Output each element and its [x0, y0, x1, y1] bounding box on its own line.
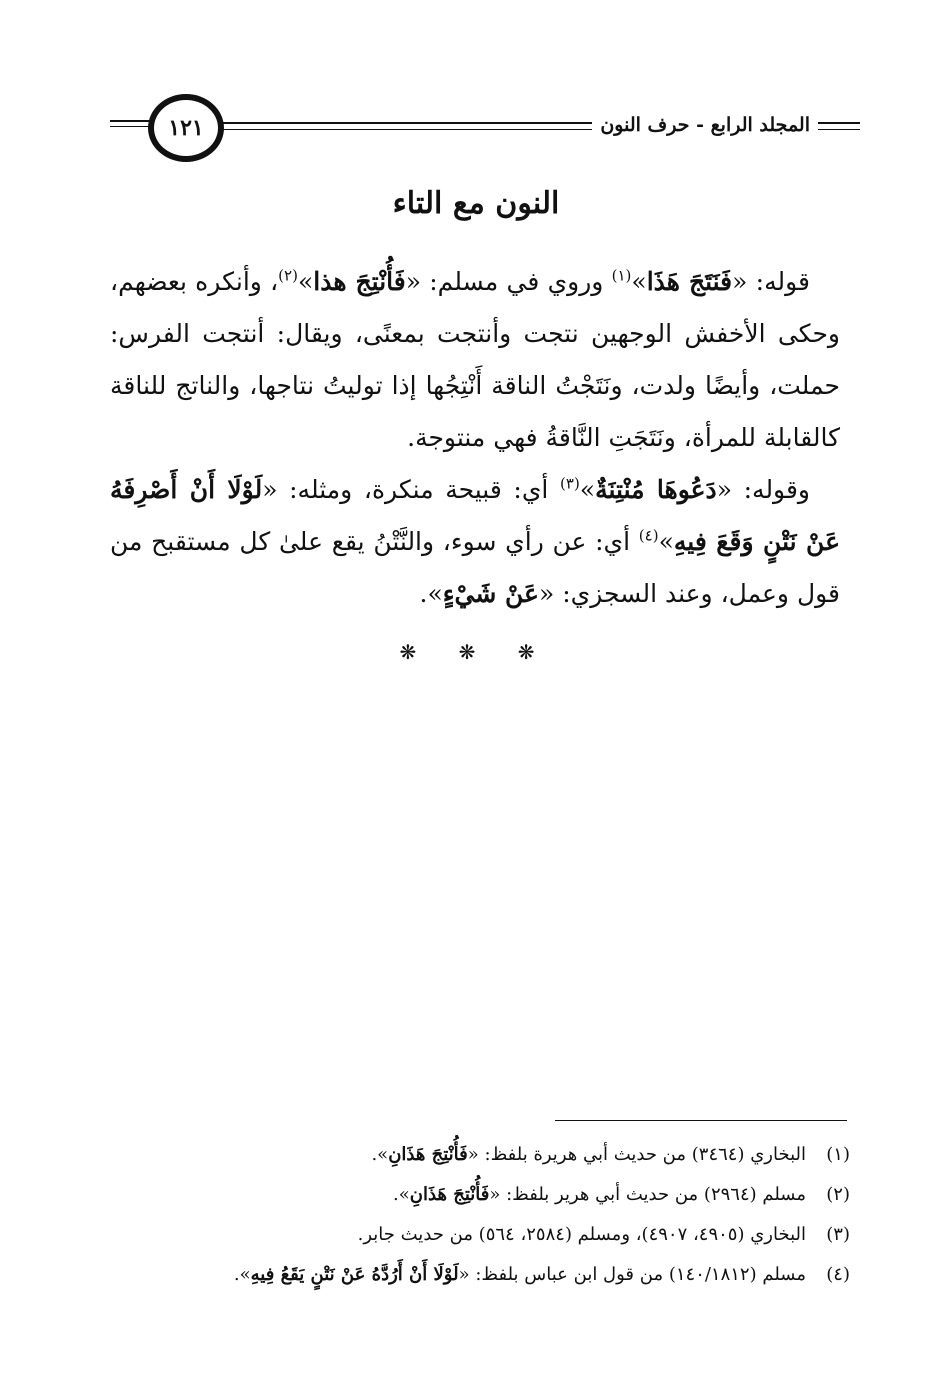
footnote-number: (٢) [826, 1184, 850, 1205]
text-run: أي: عن رأي سوء، والنَّتْنُ يقع علىٰ كل مستقبح من قول وعمل، وعند السجزي: « [110, 527, 840, 608]
footnote-ref: (٣) [560, 474, 580, 493]
section-separator-stars: ❋ ❋ ❋ [399, 640, 553, 664]
text-run: » [658, 527, 674, 556]
footnote-4 [110, 1255, 850, 1295]
footnote-end: ». [233, 1264, 251, 1285]
text-run: ». [419, 579, 443, 608]
footnote-number: (١) [826, 1144, 850, 1165]
footnote-divider [555, 1120, 847, 1121]
footnote-quote: لَوْلَا أَنْ أَرُدَّهُ عَنْ نَتْنٍ يَقَعُ فِيهِ [250, 1264, 459, 1285]
footnotes [110, 1135, 850, 1295]
footnote-text: البخاري (٣٤٦٤) من حديث أبي هريرة بلفظ: « [467, 1144, 806, 1165]
quote-text: فَنَتَجَ هَذَا [646, 267, 733, 296]
quote-text: لَوْلَا أَنْ أَصْرِفَهُ عَنْ نَتْنٍ وَقَعَ فِيهِ [110, 475, 840, 556]
footnote-end: ». [371, 1144, 389, 1165]
footnote-text: مسلم (١٤٠/١٨١٢) من قول ابن عباس بلفظ: « [458, 1264, 806, 1285]
running-title: المجلد الرابع - حرف النون [592, 114, 818, 136]
footnote-1 [110, 1135, 850, 1175]
text-run: ، وأنكره بعضهم، وحكى الأخفش الوجهين نتجت وأنتجت بمعنًى، ويقال: أنتجت الفرس: حملت، وأيضًا ولدت، ونَتَجْتُ الناقة أَنْتِجُها إذا توليتُ نتاجها، والناتج للناقة كالقابلة للمرأة، ونَتَجَتِ النَّاقةُ فهي منتوجة. [110, 267, 840, 452]
footnote-text: مسلم (٢٩٦٤) من حديث أبي هرير بلفظ: « [489, 1184, 806, 1205]
text-run: » [297, 267, 314, 296]
footnote-number: (٣) [826, 1224, 850, 1245]
footnote-end: ». [393, 1184, 410, 1205]
quote-text: عَنْ شَيْءٍ [442, 579, 539, 608]
paragraph-2 [110, 464, 840, 620]
footnote-ref: (١) [611, 266, 632, 285]
text-run: » [579, 475, 596, 504]
footnote-quote: فَأُنْتِجَ هَذَانِ [388, 1144, 468, 1165]
header-rule-left [110, 120, 152, 122]
header-rule-left-thin [110, 126, 152, 127]
text-run: وروي في مسلم: « [405, 267, 612, 296]
page-number: ١٢١ [168, 115, 204, 141]
footnote-text: البخاري (٤٩٠٥، ٤٩٠٧)، ومسلم (٢٥٨٤، ٥٦٤) من حديث جابر. [357, 1224, 806, 1245]
page-header [110, 92, 860, 172]
footnote-number: (٤) [826, 1264, 850, 1285]
page-number-circle [148, 94, 224, 162]
text-run: وقوله: « [716, 475, 811, 504]
paragraph-1 [110, 256, 840, 464]
text-run: قوله: « [732, 267, 810, 296]
section-title: النون مع التاء [392, 186, 560, 221]
footnote-quote: فَأُنْتِجَ هَذَانِ [409, 1184, 490, 1205]
quote-text: دَعُوهَا مُنْتِنَةٌ [595, 475, 717, 504]
footnote-ref: (٢) [278, 266, 298, 285]
main-text [110, 256, 840, 620]
text-run: أي: قبيحة منكرة، ومثله: « [262, 475, 561, 504]
footnote-ref: (٤) [638, 526, 659, 545]
footnote-3 [110, 1215, 850, 1255]
footnote-2 [110, 1175, 850, 1215]
quote-text: فَأُنْتِجَ هذا [313, 267, 406, 296]
text-run: » [631, 267, 647, 296]
